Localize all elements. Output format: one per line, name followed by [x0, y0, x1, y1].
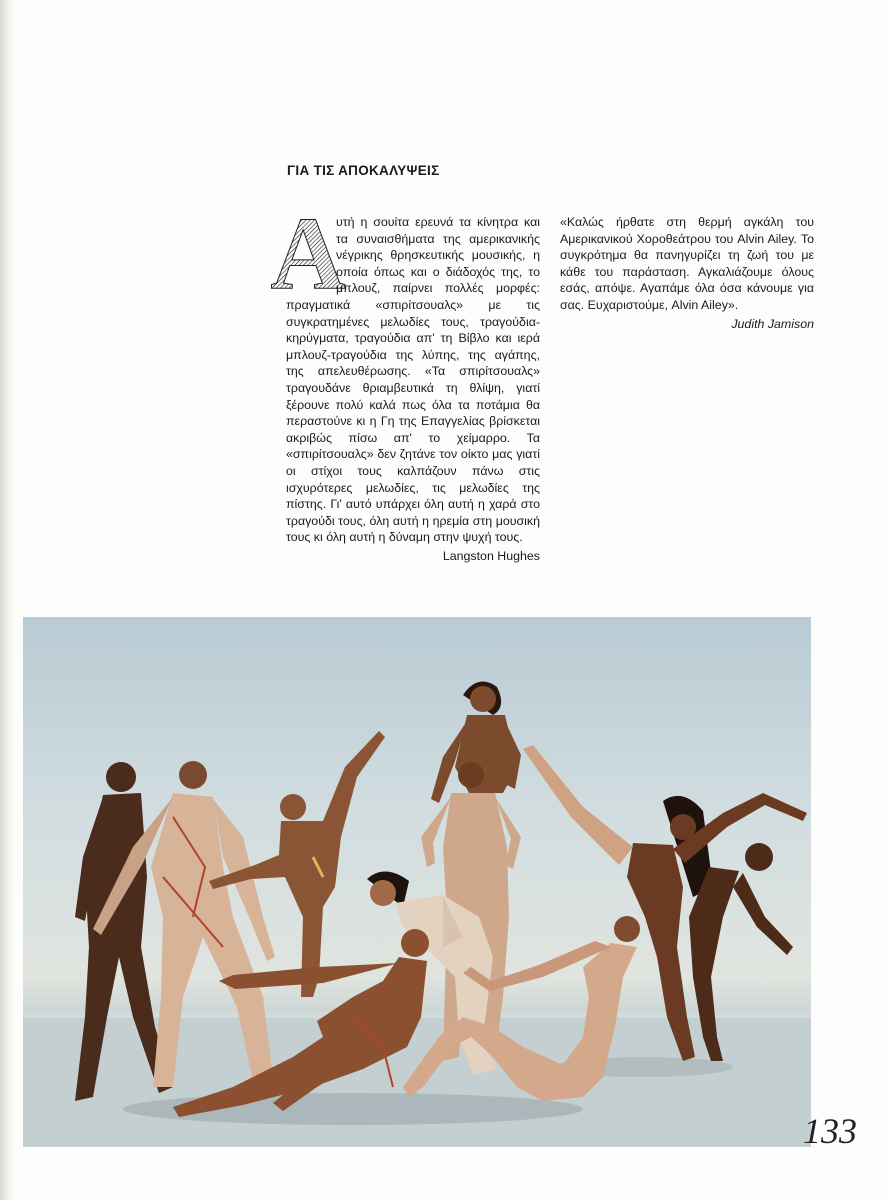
page-number: 133 [803, 1111, 857, 1151]
right-column [560, 214, 814, 332]
drop-cap [270, 196, 346, 311]
dancers-illustration [23, 617, 811, 1147]
right-body-text: «Καλώς ήρθατε στη θερμή αγκάλη του Αμερικανικού Χοροθεάτρου του Alvin Ailey. Το συγκρότημα θα πανηγυρίζει τη ζωή του με κάθε του παράσταση. Αγκαλιάζουμε όλους εσάς, απόψε. Αγαπάμε όλα όσα κάνουμε για σας. Ευχαριστούμε, Alvin Ailey». [560, 215, 814, 312]
dance-photo [23, 617, 811, 1147]
left-column [270, 196, 540, 564]
right-signature: Judith Jamison [731, 316, 814, 331]
left-signature: Langston Hughes [442, 548, 540, 563]
article-heading: ΓΙΑ ΤΙΣ ΑΠΟΚΑΛΥΨΕΙΣ [287, 163, 440, 178]
drop-cap-letter [270, 196, 346, 311]
left-body-text: υτή η σουίτα ερευνά τα κίνητρα και τα συναισθήματα της αμερικανικής νέγρικης θρησκευτικής μουσικής, η οποία όπως και ο διάδοχός της, το μπλουζ, παίρνει πολλές μορφές: πραγματικά «σπιρίτσουαλς» με τις συγκρατημένες μελωδίες τους, τραγούδια-κηρύγματα, τραγούδια απ' τη Βίβλο και ιερά μπλουζ-τραγούδια της λύπης, της αγάπης, της απελευθέρωσης. «Τα σπιρίτσουαλς» τραγουδάνε θριαμβευτικά τη θλίψη, γιατί ξέρουνε πολύ καλά πως όλα τα ποτάμια θα περαστούνε κι η Γη της Επαγγελίας βρίσκεται ακριβώς πίσω απ' το χείμαρρο. Τα «σπιρίτσουαλς» δεν ζητάνε τον οίκτο μας γιατί οι στίχοι τους καλπάζουν πάνω στις ισχυρότερες μελωδίες, τις μελωδίες της πίστης. Γι' αυτό υπάρχει όλη αυτή η χαρά στο τραγούδι τους, όλη αυτή η ηρεμία στη μουσική τους κι όλη αυτή η δύναμη στην ψυχή τους. [286, 215, 540, 545]
svg-text:Α: Α [270, 196, 346, 311]
page-binding-shadow [0, 0, 14, 1200]
